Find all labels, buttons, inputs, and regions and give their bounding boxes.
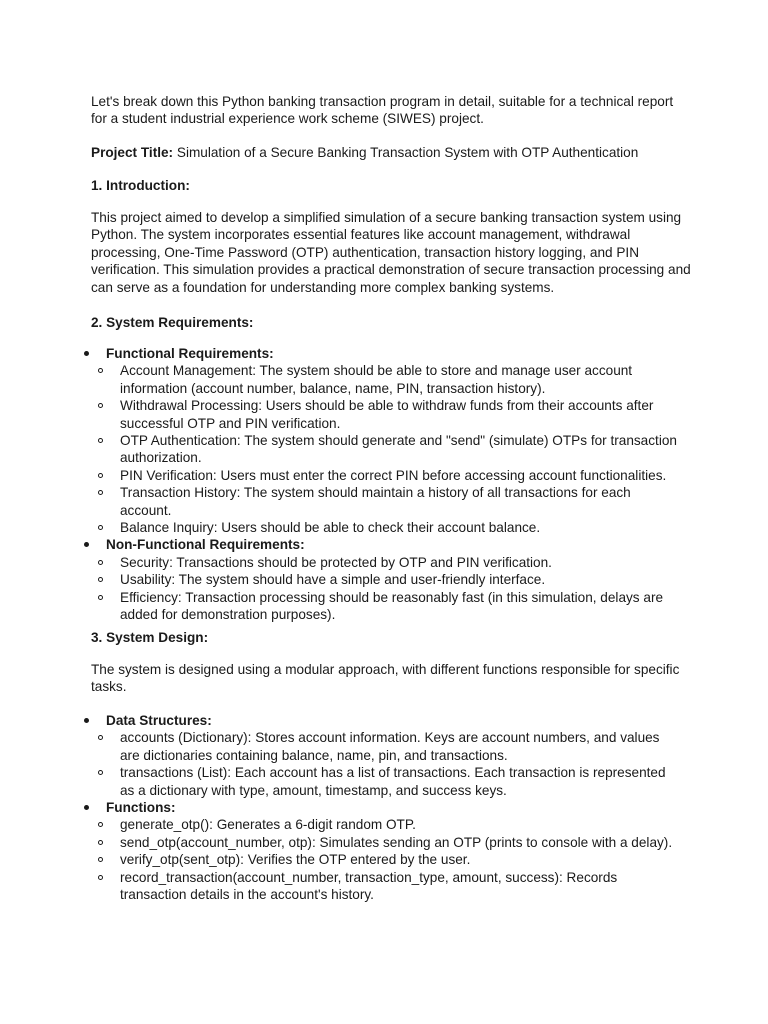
item-text: OTP Authentication: The system should generate and "send" (simulate) OTPs for transaction authorization.: [120, 433, 677, 466]
item-text: Transaction History: The system should maintain a history of all transactions for each account.: [120, 485, 631, 518]
hollow-bullet-icon: [98, 840, 103, 845]
list-item: [120, 816, 680, 833]
bullet-icon: [84, 542, 89, 547]
hollow-bullet-icon: [98, 438, 103, 443]
section-3-heading: 3. System Design:: [91, 630, 209, 645]
list-item: [120, 571, 680, 588]
sublist: [106, 362, 700, 536]
sublist: [106, 816, 700, 903]
hollow-bullet-icon: [98, 577, 103, 582]
list-item: [120, 397, 680, 432]
list-item: [120, 851, 680, 868]
hollow-bullet-icon: [98, 368, 103, 373]
list-item: [120, 362, 680, 397]
intro-paragraph: Let's break down this Python banking transaction program in detail, suitable for a technical report for a student industrial experience work scheme (SIWES) project.: [91, 94, 674, 127]
list-item: [120, 729, 680, 764]
list-item: [120, 764, 680, 799]
hollow-bullet-icon: [98, 770, 103, 775]
item-text: Security: Transactions should be protected by OTP and PIN verification.: [120, 554, 552, 570]
list-item: [120, 869, 680, 904]
hollow-bullet-icon: [98, 822, 103, 827]
item-text: Efficiency: Transaction processing should be reasonably fast (in this simulation, delays are added for demonstration purposes).: [120, 589, 664, 623]
project-title-label: Project Title:: [91, 145, 174, 160]
item-text: Usability: The system should have a simple and user-friendly interface.: [120, 572, 546, 588]
sublist: [106, 554, 700, 624]
hollow-bullet-icon: [98, 490, 103, 495]
section-1-paragraph: This project aimed to develop a simplified simulation of a secure banking transaction system using Python. The system incorporates essential features like account management, withdrawal processing, One-Time Password (OTP) authentication, transaction history logging, and PIN verification. This simulation provides a practical demonstration of secure transaction processing and can serve as a foundation for understanding more complex banking systems.: [91, 210, 691, 295]
item-text: accounts (Dictionary): Stores account information. Keys are account numbers, and values are dictionaries containing balance, name, pin, and transactions.: [120, 730, 660, 763]
hollow-bullet-icon: [98, 595, 103, 600]
list-item: [120, 589, 680, 624]
list-item: [120, 834, 680, 851]
hollow-bullet-icon: [98, 403, 103, 408]
list-item: [0, 536, 700, 623]
group-title: Non-Functional Requirements:: [106, 537, 305, 553]
bullet-icon: [84, 718, 89, 723]
list-item: [0, 799, 700, 903]
bullet-icon: [84, 805, 89, 810]
list-item: [0, 712, 700, 799]
list-item: [0, 345, 700, 536]
hollow-bullet-icon: [98, 875, 103, 880]
list-item: [120, 519, 680, 536]
project-title-text: Simulation of a Secure Banking Transaction System with OTP Authentication: [176, 145, 639, 160]
item-text: Balance Inquiry: Users should be able to check their account balance.: [120, 520, 541, 536]
requirements-list: [0, 345, 700, 624]
item-text: send_otp(account_number, otp): Simulates sending an OTP (prints to console with a delay).: [120, 834, 673, 850]
group-title: Functional Requirements:: [106, 346, 274, 361]
item-text: record_transaction(account_number, transaction_type, amount, success): Records transaction details in the account's history.: [120, 869, 618, 903]
section-1-heading: 1. Introduction:: [91, 178, 190, 193]
design-list: [0, 712, 700, 903]
item-text: generate_otp(): Generates a 6-digit random OTP.: [120, 817, 416, 833]
item-text: Withdrawal Processing: Users should be able to withdraw funds from their accounts after successful OTP and PIN verification.: [120, 398, 654, 431]
hollow-bullet-icon: [98, 857, 103, 862]
item-text: Account Management: The system should be able to store and manage user account information (account number, balance, name, PIN, transaction history).: [120, 363, 633, 396]
item-text: transactions (List): Each account has a list of transactions. Each transaction is represented as a dictionary with type, amount, timestamp, and success keys.: [120, 765, 666, 798]
list-item: [120, 432, 680, 467]
section-2-heading: 2. System Requirements:: [91, 315, 254, 330]
section-3-paragraph: The system is designed using a modular approach, with different functions responsible for specific tasks.: [91, 662, 680, 695]
hollow-bullet-icon: [98, 735, 103, 740]
item-text: PIN Verification: Users must enter the correct PIN before accessing account functionalities.: [120, 467, 667, 483]
project-title-line: [91, 144, 691, 161]
list-item: [120, 484, 680, 519]
bullet-icon: [84, 351, 89, 356]
hollow-bullet-icon: [98, 560, 103, 565]
hollow-bullet-icon: [98, 473, 103, 478]
sublist: [106, 729, 700, 799]
list-item: [120, 467, 700, 484]
item-text: verify_otp(sent_otp): Verifies the OTP entered by the user.: [120, 852, 471, 868]
group-title: Data Structures:: [106, 713, 212, 728]
hollow-bullet-icon: [98, 525, 103, 530]
list-item: [120, 554, 680, 571]
group-title: Functions:: [106, 800, 176, 816]
